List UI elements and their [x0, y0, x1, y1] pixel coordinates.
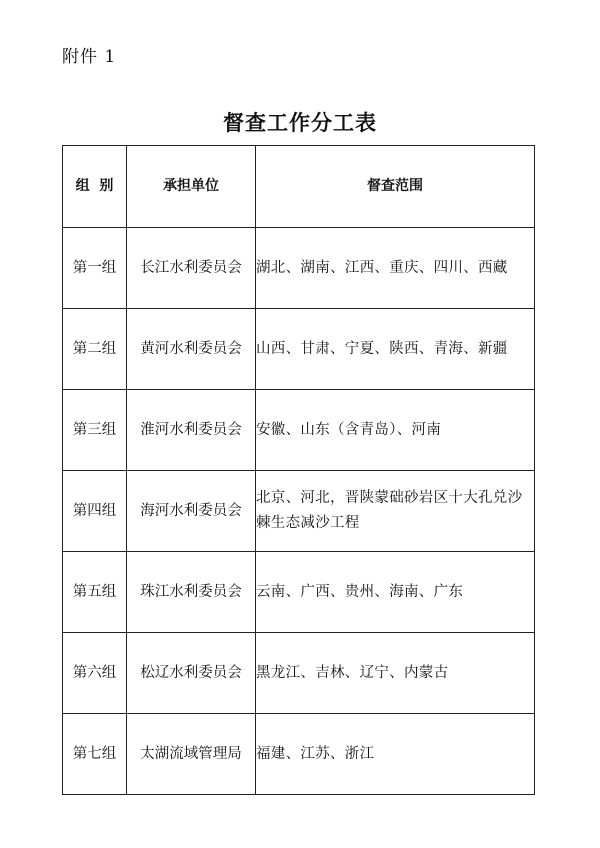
unit-cell: 淮河水利委员会	[127, 390, 256, 471]
scope-cell: 福建、江苏、浙江	[256, 714, 535, 795]
unit-cell: 长江水利委员会	[127, 228, 256, 309]
unit-cell: 黄河水利委员会	[127, 309, 256, 390]
scope-cell: 安徽、山东（含青岛）、河南	[256, 390, 535, 471]
table-row	[63, 471, 535, 552]
table-row	[63, 633, 535, 714]
header-unit: 承担单位	[127, 146, 256, 228]
scope-cell: 云南、广西、贵州、海南、广东	[256, 552, 535, 633]
group-cell: 第二组	[63, 309, 127, 390]
header-scope: 督查范围	[256, 146, 535, 228]
document-title: 督查工作分工表	[223, 111, 377, 135]
attachment-label: 附件 1	[62, 47, 117, 67]
table-row	[63, 309, 535, 390]
table-header-row	[63, 146, 535, 228]
assignment-table	[62, 145, 535, 795]
unit-cell: 松辽水利委员会	[127, 633, 256, 714]
table-row	[63, 390, 535, 471]
table-row	[63, 552, 535, 633]
group-cell: 第一组	[63, 228, 127, 309]
table-row	[63, 714, 535, 795]
unit-cell: 海河水利委员会	[127, 471, 256, 552]
group-cell: 第四组	[63, 471, 127, 552]
unit-cell: 珠江水利委员会	[127, 552, 256, 633]
table-row	[63, 228, 535, 309]
scope-cell: 黑龙江、吉林、辽宁、内蒙古	[256, 633, 535, 714]
group-cell: 第五组	[63, 552, 127, 633]
scope-cell: 湖北、湖南、江西、重庆、四川、西藏	[256, 228, 535, 309]
scope-cell: 北京、河北，晋陕蒙础砂岩区十大孔兑沙棘生态减沙工程	[256, 471, 535, 552]
group-cell: 第七组	[63, 714, 127, 795]
header-group: 组 别	[63, 146, 127, 228]
scope-cell: 山西、甘肃、宁夏、陕西、青海、新疆	[256, 309, 535, 390]
unit-cell: 太湖流域管理局	[127, 714, 256, 795]
group-cell: 第六组	[63, 633, 127, 714]
group-cell: 第三组	[63, 390, 127, 471]
